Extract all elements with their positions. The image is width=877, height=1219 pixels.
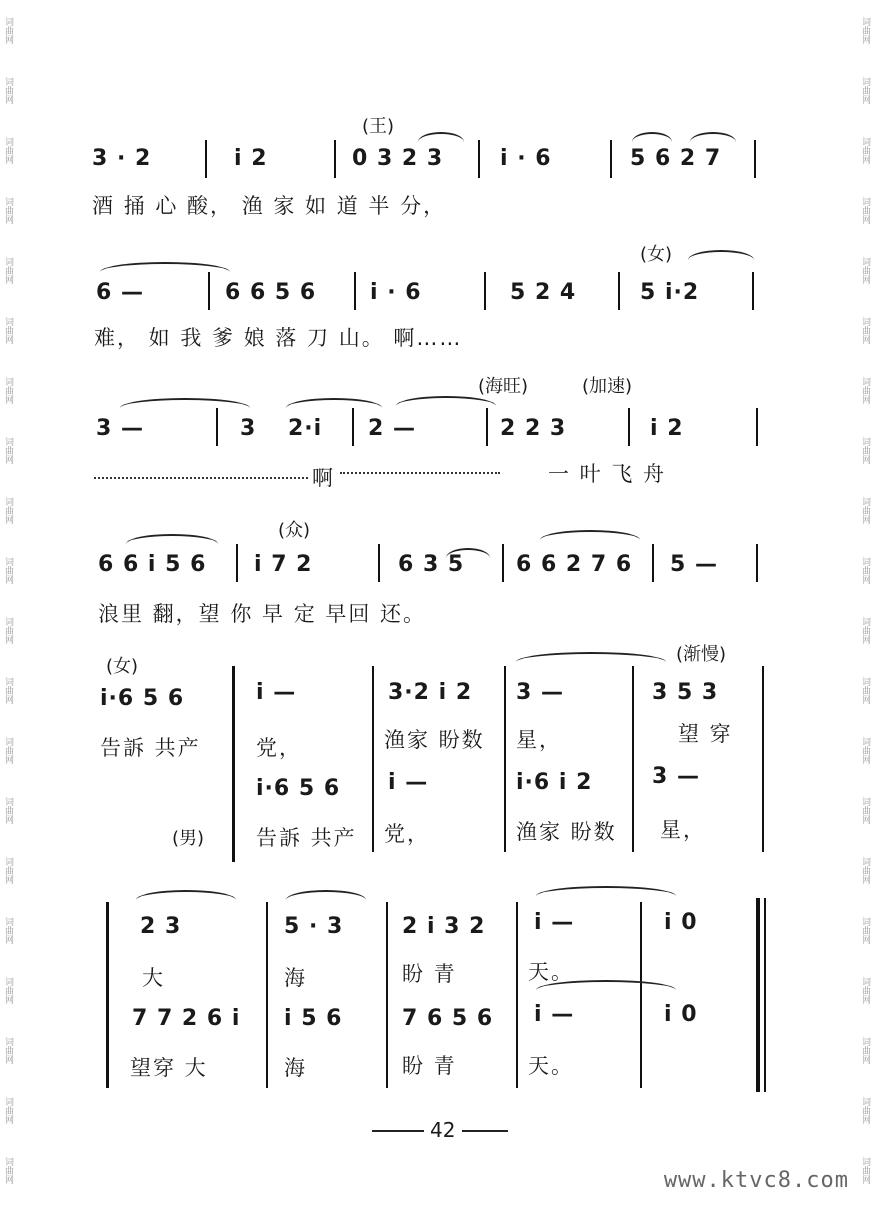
watermark-text: 词曲网 (3, 976, 13, 1004)
watermark-text: 词曲网 (860, 976, 870, 1004)
tie-arc (516, 652, 666, 662)
watermark-text: 词曲网 (3, 856, 13, 884)
singer-label: (男) (172, 828, 205, 849)
lyric-segment: 望 穿 (678, 722, 733, 746)
tie-arc (418, 132, 464, 142)
tie-arc (126, 534, 218, 544)
page-number-rule (372, 1130, 424, 1132)
watermark-text: 词曲网 (3, 736, 13, 764)
note-group: 5 — (670, 552, 718, 577)
tie-arc (536, 886, 676, 896)
watermark-text: 词曲网 (860, 736, 870, 764)
note-group: i — (534, 1002, 575, 1027)
note-group: 3 — (652, 764, 700, 789)
watermark-text: 词曲网 (860, 196, 870, 224)
note-group: i — (534, 910, 575, 935)
bar-line (652, 544, 654, 582)
lyric-word: 啊 (312, 466, 335, 490)
tempo-label: (渐慢) (676, 644, 727, 665)
watermark-text: 词曲网 (860, 856, 870, 884)
lyric-segment: 天。 (528, 960, 574, 984)
watermark-text: 词曲网 (860, 556, 870, 584)
watermark-text: 词曲网 (860, 1096, 870, 1124)
lyric-line: 酒 捅 心 酸， 渔 家 如 道 半 分， (92, 194, 447, 218)
bar-line (756, 408, 758, 446)
lyric-segment: 渔家 盼数 (516, 820, 617, 844)
bar-line (352, 408, 354, 446)
note-group: i 2 (234, 146, 268, 171)
page-number: 42 (430, 1118, 456, 1142)
note-group: 3 · 2 (92, 146, 152, 171)
watermark-text: 词曲网 (860, 16, 870, 44)
watermark-text: 词曲网 (3, 436, 13, 464)
watermark-text: 词曲网 (860, 76, 870, 104)
tie-arc (136, 890, 236, 900)
note-group: i — (256, 680, 297, 705)
note-group: i 2 (650, 416, 684, 441)
watermark-text: 词曲网 (3, 1036, 13, 1064)
tie-arc (100, 262, 230, 272)
watermark-text: 词曲网 (3, 136, 13, 164)
watermark-text: 词曲网 (860, 676, 870, 704)
bar-line (386, 902, 388, 1088)
bar-line (372, 666, 374, 852)
final-bar (756, 898, 760, 1092)
note-group: 5 · 3 (284, 914, 344, 939)
note-group: 5 i·2 (640, 280, 700, 305)
note-group: i · 6 (370, 280, 422, 305)
note-group: 3 (240, 416, 257, 441)
bar-line (752, 272, 754, 310)
watermark-text: 词曲网 (860, 916, 870, 944)
note-group: 2 3 (140, 914, 182, 939)
bar-line (628, 408, 630, 446)
system-bracket (106, 902, 109, 1088)
lyric-segment: 党， (384, 822, 430, 846)
bar-line (354, 272, 356, 310)
tie-arc (690, 132, 736, 142)
site-watermark[interactable]: www.ktvc8.com (663, 1168, 849, 1193)
watermark-text: 词曲网 (3, 316, 13, 344)
bar-line (632, 666, 634, 852)
watermark-text: 词曲网 (860, 316, 870, 344)
watermark-text: 词曲网 (3, 256, 13, 284)
lyric-segment: 海 (284, 966, 307, 990)
note-group: 5 6 2 7 (630, 146, 722, 171)
watermark-text: 词曲网 (3, 76, 13, 104)
watermark-right (859, 0, 875, 1219)
note-group: i·6 5 6 (100, 686, 185, 711)
note-group: 6 6 5 6 (225, 280, 317, 305)
dotted-melisma-line (94, 477, 308, 479)
watermark-text: 词曲网 (860, 256, 870, 284)
lyric-segment: 盼 青 (402, 1054, 457, 1078)
note-group: 5 2 4 (510, 280, 577, 305)
bar-line (516, 902, 518, 1088)
lyric-segment: 告訴 共产 (100, 736, 201, 760)
note-group: i — (388, 770, 429, 795)
lyric-segment: 星， (516, 728, 562, 752)
note-group: 3 — (516, 680, 564, 705)
watermark-text: 词曲网 (860, 1156, 870, 1184)
bar-line (640, 902, 642, 1088)
note-group: 7 7 2 6 i (132, 1006, 241, 1031)
note-group: i · 6 (500, 146, 552, 171)
watermark-text: 词曲网 (860, 616, 870, 644)
watermark-text: 词曲网 (860, 1036, 870, 1064)
watermark-text: 词曲网 (3, 616, 13, 644)
watermark-text: 词曲网 (3, 1096, 13, 1124)
bar-line (502, 544, 504, 582)
note-group: 2 2 3 (500, 416, 567, 441)
watermark-left (2, 0, 18, 1219)
note-group: 2·i (288, 416, 323, 441)
lyric-line: 一 叶 飞 舟 (548, 462, 667, 486)
note-group: 3 — (96, 416, 144, 441)
note-group: 6 3 5 (398, 552, 465, 577)
bar-line (208, 272, 210, 310)
tempo-label: (加速) (582, 376, 633, 397)
watermark-text: 词曲网 (860, 496, 870, 524)
note-group: 6 6 i 5 6 (98, 552, 207, 577)
lyric-segment: 渔家 盼数 (384, 728, 485, 752)
final-bar-thin (764, 898, 766, 1092)
note-group: 7 6 5 6 (402, 1006, 494, 1031)
note-group: i·6 i 2 (516, 770, 593, 795)
bar-line (236, 544, 238, 582)
singer-label: (王) (362, 116, 395, 137)
note-group: 0 3 2 3 (352, 146, 444, 171)
note-group: i 5 6 (284, 1006, 343, 1031)
dotted-melisma-line (340, 472, 500, 474)
bar-line (205, 140, 207, 178)
watermark-text: 词曲网 (3, 196, 13, 224)
watermark-text: 词曲网 (3, 916, 13, 944)
singer-label: (女) (640, 244, 673, 265)
tie-arc (540, 530, 640, 540)
lyric-segment: 海 (284, 1056, 307, 1080)
watermark-text: 词曲网 (3, 376, 13, 404)
tie-arc (632, 132, 672, 142)
lyric-line: 难， 如 我 爹 娘 落 刀 山。 啊…… (94, 326, 463, 350)
bar-line (756, 544, 758, 582)
watermark-text: 词曲网 (3, 1156, 13, 1184)
lyric-segment: 望穿 大 (130, 1056, 208, 1080)
lyric-segment: 天。 (528, 1054, 574, 1078)
watermark-text: 词曲网 (3, 676, 13, 704)
note-group: 3·2 i 2 (388, 680, 473, 705)
note-group: i 0 (664, 910, 698, 935)
tie-arc (286, 398, 382, 408)
bar-line (216, 408, 218, 446)
note-group: i 0 (664, 1002, 698, 1027)
bar-line (754, 140, 756, 178)
watermark-text: 词曲网 (860, 376, 870, 404)
watermark-text: 词曲网 (3, 556, 13, 584)
note-group: 3 5 3 (652, 680, 719, 705)
note-group: i·6 5 6 (256, 776, 341, 801)
lyric-segment: 盼 青 (402, 962, 457, 986)
note-group: 2 i 3 2 (402, 914, 486, 939)
note-group: 6 — (96, 280, 144, 305)
watermark-text: 词曲网 (860, 436, 870, 464)
lyric-segment: 党， (256, 736, 302, 760)
bar-line (618, 272, 620, 310)
bar-line (266, 902, 268, 1088)
bar-line (504, 666, 506, 852)
tie-arc (286, 890, 366, 900)
singer-label: (众) (278, 520, 311, 541)
watermark-text: 词曲网 (3, 16, 13, 44)
bar-line (486, 408, 488, 446)
watermark-text: 词曲网 (860, 136, 870, 164)
bar-line (378, 544, 380, 582)
watermark-text: 词曲网 (3, 796, 13, 824)
bar-line (478, 140, 480, 178)
singer-label: (女) (106, 656, 139, 677)
watermark-text: 词曲网 (860, 796, 870, 824)
lyric-segment: 大 (142, 966, 165, 990)
tie-arc (120, 398, 250, 408)
note-group: 2 — (368, 416, 416, 441)
bar-line (610, 140, 612, 178)
lyric-segment: 星， (660, 818, 706, 842)
tie-arc (688, 250, 754, 260)
bar-line (484, 272, 486, 310)
watermark-text: 词曲网 (3, 496, 13, 524)
bar-line (762, 666, 764, 852)
singer-label: (海旺) (478, 376, 529, 397)
bar-line (334, 140, 336, 178)
note-group: 6 6 2 7 6 (516, 552, 633, 577)
page-number-rule (462, 1130, 508, 1132)
system-bracket (232, 666, 235, 862)
lyric-segment: 告訴 共产 (256, 826, 357, 850)
lyric-line: 浪里 翻，望 你 早 定 早回 还。 (98, 602, 427, 626)
note-group: i 7 2 (254, 552, 313, 577)
